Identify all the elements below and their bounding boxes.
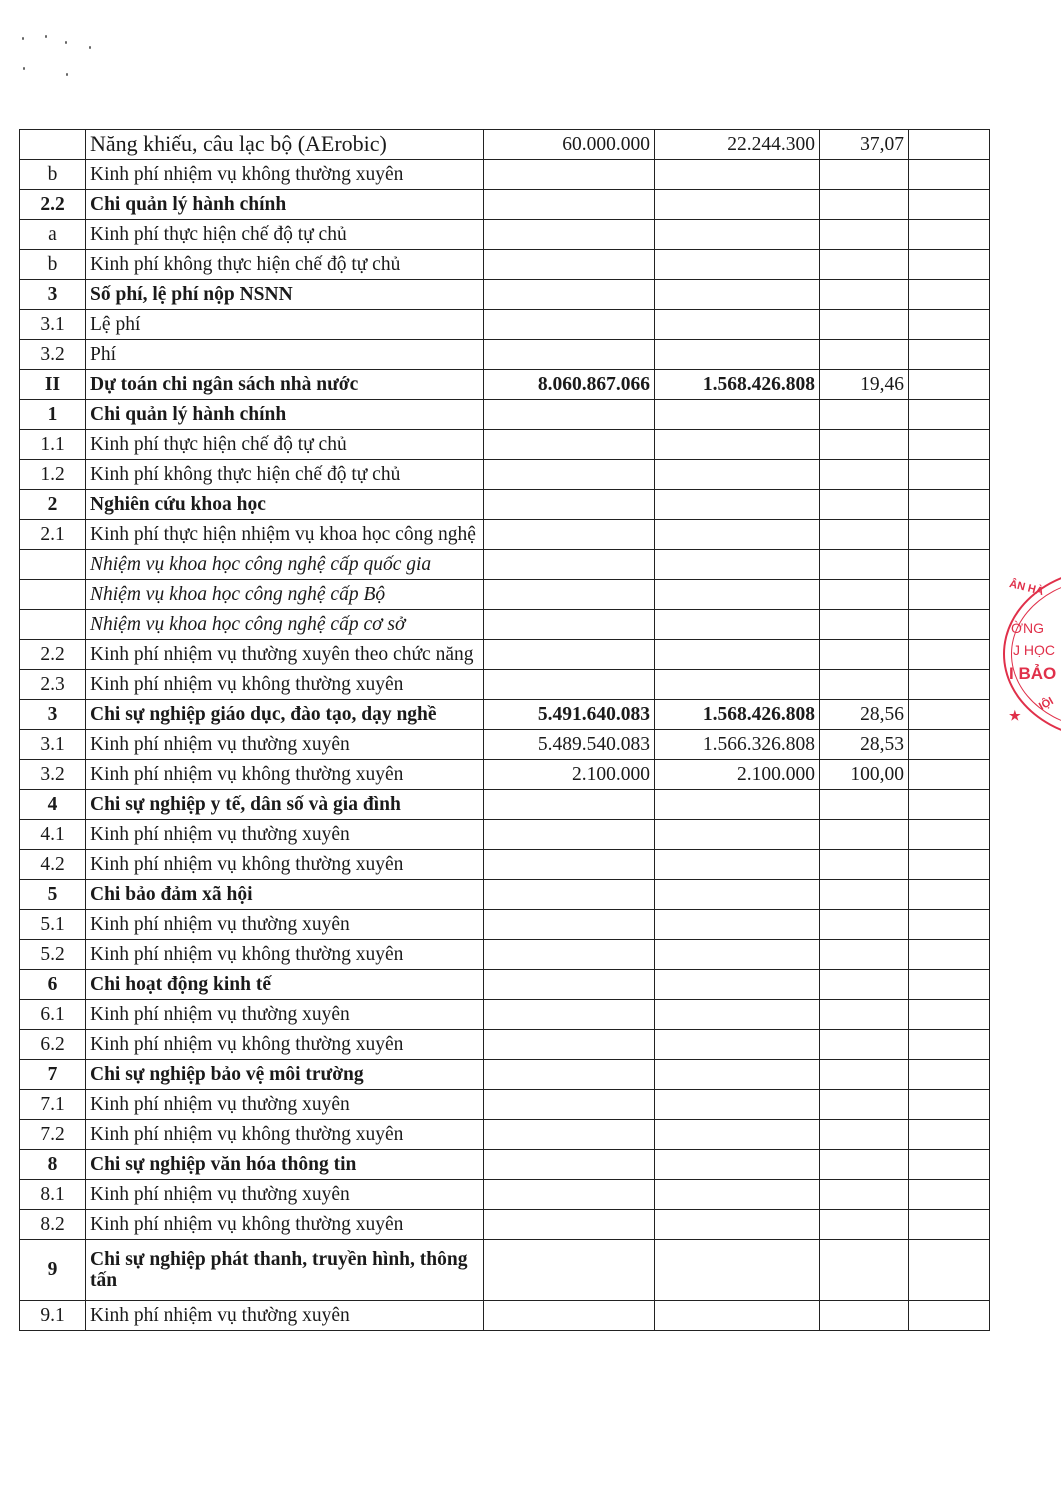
executed-cell (655, 670, 820, 700)
estimate-cell (484, 250, 655, 280)
percent-cell (820, 1030, 909, 1060)
note-cell (909, 880, 990, 910)
executed-cell (655, 1180, 820, 1210)
row-number-cell: 6.1 (20, 1000, 86, 1030)
percent-cell (820, 910, 909, 940)
executed-cell (655, 820, 820, 850)
row-number-cell: II (20, 370, 86, 400)
estimate-cell (484, 520, 655, 550)
executed-cell (655, 160, 820, 190)
note-cell (909, 430, 990, 460)
table-row (20, 460, 990, 490)
percent-cell (820, 340, 909, 370)
note-cell (909, 370, 990, 400)
row-number-cell: 5.2 (20, 940, 86, 970)
estimate-cell (484, 1210, 655, 1240)
row-number-cell: 1 (20, 400, 86, 430)
table-row (20, 820, 990, 850)
item-name-cell: Kinh phí nhiệm vụ thường xuyên (86, 820, 484, 850)
note-cell (909, 580, 990, 610)
percent-cell (820, 490, 909, 520)
item-name-cell: Chi sự nghiệp bảo vệ môi trường (86, 1060, 484, 1090)
row-number-cell: 7.2 (20, 1120, 86, 1150)
note-cell (909, 130, 990, 160)
item-name-cell: Kinh phí nhiệm vụ không thường xuyên (86, 670, 484, 700)
table-row (20, 1240, 990, 1301)
table-row (20, 550, 990, 580)
note-cell (909, 850, 990, 880)
note-cell (909, 1030, 990, 1060)
table-row (20, 610, 990, 640)
executed-cell (655, 1210, 820, 1240)
item-name-cell: Chi quản lý hành chính (86, 190, 484, 220)
row-number-cell: 2.2 (20, 640, 86, 670)
scan-specks (18, 35, 98, 85)
table-row (20, 1030, 990, 1060)
percent-cell (820, 520, 909, 550)
estimate-cell (484, 280, 655, 310)
estimate-cell (484, 940, 655, 970)
table-row (20, 490, 990, 520)
item-name-cell: Kinh phí nhiệm vụ không thường xuyên (86, 160, 484, 190)
estimate-cell (484, 220, 655, 250)
note-cell (909, 250, 990, 280)
percent-cell (820, 940, 909, 970)
estimate-cell (484, 790, 655, 820)
note-cell (909, 790, 990, 820)
executed-cell (655, 1301, 820, 1331)
estimate-cell (484, 460, 655, 490)
table-row (20, 280, 990, 310)
table-row (20, 190, 990, 220)
table-row (20, 1060, 990, 1090)
note-cell (909, 610, 990, 640)
row-number-cell: 1.1 (20, 430, 86, 460)
row-number-cell: 3.2 (20, 340, 86, 370)
table-row (20, 250, 990, 280)
table-row (20, 220, 990, 250)
row-number-cell: 9.1 (20, 1301, 86, 1331)
official-seal-stamp (1003, 568, 1061, 740)
row-number-cell: 2.1 (20, 520, 86, 550)
executed-cell (655, 550, 820, 580)
estimate-cell (484, 850, 655, 880)
executed-cell (655, 1060, 820, 1090)
table-row (20, 940, 990, 970)
item-name-cell: Kinh phí nhiệm vụ thường xuyên (86, 1090, 484, 1120)
executed-cell (655, 400, 820, 430)
estimate-cell (484, 160, 655, 190)
percent-cell (820, 550, 909, 580)
note-cell (909, 190, 990, 220)
table-row (20, 1210, 990, 1240)
executed-cell (655, 310, 820, 340)
row-number-cell: 7.1 (20, 1090, 86, 1120)
percent-cell (820, 1301, 909, 1331)
item-name-cell: Kinh phí nhiệm vụ không thường xuyên (86, 850, 484, 880)
note-cell (909, 1060, 990, 1090)
table-row (20, 700, 990, 730)
table-row (20, 790, 990, 820)
item-name-cell: Kinh phí thực hiện chế độ tự chủ (86, 220, 484, 250)
executed-cell (655, 520, 820, 550)
percent-cell (820, 1180, 909, 1210)
percent-cell: 37,07 (820, 130, 909, 160)
table-row (20, 370, 990, 400)
executed-cell (655, 610, 820, 640)
estimate-cell (484, 550, 655, 580)
percent-cell (820, 1240, 909, 1301)
executed-cell (655, 430, 820, 460)
seal-text: IỘI (1036, 695, 1056, 713)
percent-cell: 19,46 (820, 370, 909, 400)
item-name-cell: Nhiệm vụ khoa học công nghệ cấp quốc gia (86, 550, 484, 580)
row-number-cell: 8.2 (20, 1210, 86, 1240)
percent-cell (820, 1210, 909, 1240)
executed-cell: 1.568.426.808 (655, 700, 820, 730)
estimate-cell (484, 430, 655, 460)
item-name-cell: Kinh phí nhiệm vụ thường xuyên (86, 730, 484, 760)
note-cell (909, 1150, 990, 1180)
estimate-cell (484, 340, 655, 370)
table-row (20, 340, 990, 370)
note-cell (909, 640, 990, 670)
table-row (20, 430, 990, 460)
item-name-cell: Chi bảo đảm xã hội (86, 880, 484, 910)
note-cell (909, 670, 990, 700)
row-number-cell: 4.1 (20, 820, 86, 850)
note-cell (909, 490, 990, 520)
estimate-cell (484, 1090, 655, 1120)
estimate-cell (484, 1030, 655, 1060)
table-row (20, 400, 990, 430)
note-cell (909, 220, 990, 250)
seal-text: J HỌC (1013, 642, 1055, 658)
estimate-cell (484, 820, 655, 850)
percent-cell (820, 190, 909, 220)
percent-cell (820, 640, 909, 670)
note-cell (909, 1120, 990, 1150)
percent-cell (820, 850, 909, 880)
budget-table-body (20, 130, 990, 1331)
row-number-cell: 2.3 (20, 670, 86, 700)
item-name-cell: Chi hoạt động kinh tế (86, 970, 484, 1000)
table-row (20, 1090, 990, 1120)
table-row (20, 880, 990, 910)
estimate-cell: 5.489.540.083 (484, 730, 655, 760)
note-cell (909, 520, 990, 550)
row-number-cell: 6.2 (20, 1030, 86, 1060)
note-cell (909, 160, 990, 190)
percent-cell (820, 400, 909, 430)
estimate-cell (484, 880, 655, 910)
percent-cell (820, 820, 909, 850)
percent-cell (820, 790, 909, 820)
executed-cell (655, 880, 820, 910)
note-cell (909, 1240, 990, 1301)
row-number-cell (20, 130, 86, 160)
estimate-cell (484, 610, 655, 640)
executed-cell (655, 940, 820, 970)
executed-cell (655, 640, 820, 670)
estimate-cell (484, 580, 655, 610)
row-number-cell: a (20, 220, 86, 250)
note-cell (909, 460, 990, 490)
note-cell (909, 910, 990, 940)
estimate-cell (484, 970, 655, 1000)
table-row (20, 910, 990, 940)
row-number-cell: 3 (20, 700, 86, 730)
item-name-cell: Lệ phí (86, 310, 484, 340)
executed-cell (655, 490, 820, 520)
percent-cell (820, 220, 909, 250)
table-row (20, 1301, 990, 1331)
item-name-cell: Kinh phí không thực hiện chế độ tự chủ (86, 250, 484, 280)
executed-cell (655, 220, 820, 250)
note-cell (909, 310, 990, 340)
executed-cell (655, 250, 820, 280)
note-cell (909, 550, 990, 580)
percent-cell (820, 670, 909, 700)
item-name-cell: Kinh phí thực hiện nhiệm vụ khoa học công nghệ (86, 520, 484, 550)
note-cell (909, 340, 990, 370)
table-row (20, 760, 990, 790)
note-cell (909, 970, 990, 1000)
item-name-cell: Kinh phí nhiệm vụ không thường xuyên (86, 1120, 484, 1150)
item-name-cell: Phí (86, 340, 484, 370)
item-name-cell: Kinh phí nhiệm vụ thường xuyên (86, 1301, 484, 1331)
percent-cell (820, 1120, 909, 1150)
item-name-cell: Kinh phí nhiệm vụ không thường xuyên (86, 1030, 484, 1060)
percent-cell (820, 160, 909, 190)
item-name-cell: Nhiệm vụ khoa học công nghệ cấp cơ sở (86, 610, 484, 640)
item-name-cell: Kinh phí nhiệm vụ không thường xuyên (86, 760, 484, 790)
note-cell (909, 940, 990, 970)
estimate-cell (484, 1060, 655, 1090)
executed-cell (655, 1090, 820, 1120)
note-cell (909, 700, 990, 730)
note-cell (909, 1000, 990, 1030)
row-number-cell: 1.2 (20, 460, 86, 490)
row-number-cell: 5 (20, 880, 86, 910)
percent-cell (820, 430, 909, 460)
item-name-cell: Kinh phí nhiệm vụ thường xuyên (86, 910, 484, 940)
item-name-cell: Kinh phí không thực hiện chế độ tự chủ (86, 460, 484, 490)
percent-cell (820, 280, 909, 310)
estimate-cell: 5.491.640.083 (484, 700, 655, 730)
table-row (20, 130, 990, 160)
note-cell (909, 400, 990, 430)
row-number-cell: 9 (20, 1240, 86, 1301)
estimate-cell (484, 670, 655, 700)
note-cell (909, 730, 990, 760)
estimate-cell: 8.060.867.066 (484, 370, 655, 400)
item-name-cell: Kinh phí nhiệm vụ thường xuyên theo chức năng (86, 640, 484, 670)
seal-text: I BẢO (1009, 664, 1057, 683)
row-number-cell: b (20, 250, 86, 280)
table-row (20, 520, 990, 550)
executed-cell (655, 460, 820, 490)
executed-cell (655, 280, 820, 310)
table-row (20, 310, 990, 340)
executed-cell: 22.244.300 (655, 130, 820, 160)
executed-cell (655, 340, 820, 370)
percent-cell (820, 250, 909, 280)
item-name-cell: Kinh phí thực hiện chế độ tự chủ (86, 430, 484, 460)
executed-cell (655, 190, 820, 220)
item-name-cell: Kinh phí nhiệm vụ không thường xuyên (86, 940, 484, 970)
estimate-cell (484, 400, 655, 430)
budget-table (19, 129, 990, 1331)
row-number-cell: 2.2 (20, 190, 86, 220)
executed-cell (655, 850, 820, 880)
executed-cell: 2.100.000 (655, 760, 820, 790)
estimate-cell (484, 1180, 655, 1210)
percent-cell (820, 610, 909, 640)
percent-cell (820, 880, 909, 910)
table-row (20, 1120, 990, 1150)
estimate-cell (484, 640, 655, 670)
estimate-cell (484, 1301, 655, 1331)
table-row (20, 1180, 990, 1210)
executed-cell (655, 790, 820, 820)
table-row (20, 640, 990, 670)
row-number-cell: b (20, 160, 86, 190)
row-number-cell (20, 550, 86, 580)
executed-cell (655, 1150, 820, 1180)
percent-cell (820, 1150, 909, 1180)
executed-cell (655, 580, 820, 610)
row-number-cell: 7 (20, 1060, 86, 1090)
percent-cell (820, 1060, 909, 1090)
row-number-cell: 4 (20, 790, 86, 820)
item-name-cell: Kinh phí nhiệm vụ thường xuyên (86, 1180, 484, 1210)
executed-cell (655, 1030, 820, 1060)
note-cell (909, 1301, 990, 1331)
item-name-cell: Chi sự nghiệp y tế, dân số và gia đình (86, 790, 484, 820)
row-number-cell: 3.1 (20, 730, 86, 760)
item-name-cell: Chi sự nghiệp văn hóa thông tin (86, 1150, 484, 1180)
estimate-cell (484, 190, 655, 220)
row-number-cell: 2 (20, 490, 86, 520)
row-number-cell: 4.2 (20, 850, 86, 880)
row-number-cell: 8.1 (20, 1180, 86, 1210)
table-row (20, 670, 990, 700)
item-name-cell: Số phí, lệ phí nộp NSNN (86, 280, 484, 310)
executed-cell: 1.566.326.808 (655, 730, 820, 760)
executed-cell: 1.568.426.808 (655, 370, 820, 400)
estimate-cell (484, 1000, 655, 1030)
item-name-cell: Nhiệm vụ khoa học công nghệ cấp Bộ (86, 580, 484, 610)
note-cell (909, 1090, 990, 1120)
percent-cell (820, 460, 909, 490)
note-cell (909, 1210, 990, 1240)
estimate-cell (484, 1240, 655, 1301)
executed-cell (655, 1120, 820, 1150)
estimate-cell (484, 910, 655, 940)
item-name-cell: Kinh phí nhiệm vụ thường xuyên (86, 1000, 484, 1030)
row-number-cell: 3.2 (20, 760, 86, 790)
item-name-cell: Nghiên cứu khoa học (86, 490, 484, 520)
table-row (20, 970, 990, 1000)
seal-text: ÂN HÀ (1008, 577, 1045, 599)
table-row (20, 580, 990, 610)
row-number-cell: 5.1 (20, 910, 86, 940)
table-row (20, 730, 990, 760)
row-number-cell (20, 580, 86, 610)
item-name-cell: Chi sự nghiệp giáo dục, đào tạo, dạy nghề (86, 700, 484, 730)
item-name-cell: Dự toán chi ngân sách nhà nước (86, 370, 484, 400)
note-cell (909, 280, 990, 310)
item-name-cell: Kinh phí nhiệm vụ không thường xuyên (86, 1210, 484, 1240)
table-row (20, 1150, 990, 1180)
note-cell (909, 1180, 990, 1210)
row-number-cell: 6 (20, 970, 86, 1000)
row-number-cell: 3.1 (20, 310, 86, 340)
percent-cell (820, 310, 909, 340)
estimate-cell: 60.000.000 (484, 130, 655, 160)
item-name-cell: Chi sự nghiệp phát thanh, truyền hình, thông tấn (86, 1240, 484, 1301)
seal-star-icon: ★ (1009, 708, 1021, 723)
row-number-cell: 8 (20, 1150, 86, 1180)
estimate-cell (484, 490, 655, 520)
estimate-cell (484, 1120, 655, 1150)
percent-cell (820, 1090, 909, 1120)
executed-cell (655, 1240, 820, 1301)
item-name-cell: Năng khiếu, câu lạc bộ (AErobic) (86, 130, 484, 160)
estimate-cell: 2.100.000 (484, 760, 655, 790)
executed-cell (655, 970, 820, 1000)
percent-cell: 28,56 (820, 700, 909, 730)
seal-text: ỜNG (1011, 620, 1045, 636)
row-number-cell: 3 (20, 280, 86, 310)
percent-cell (820, 1000, 909, 1030)
estimate-cell (484, 310, 655, 340)
table-row (20, 850, 990, 880)
executed-cell (655, 1000, 820, 1030)
percent-cell: 100,00 (820, 760, 909, 790)
row-number-cell (20, 610, 86, 640)
percent-cell (820, 580, 909, 610)
percent-cell (820, 970, 909, 1000)
percent-cell: 28,53 (820, 730, 909, 760)
executed-cell (655, 910, 820, 940)
table-row (20, 160, 990, 190)
note-cell (909, 820, 990, 850)
item-name-cell: Chi quản lý hành chính (86, 400, 484, 430)
table-row (20, 1000, 990, 1030)
estimate-cell (484, 1150, 655, 1180)
note-cell (909, 760, 990, 790)
